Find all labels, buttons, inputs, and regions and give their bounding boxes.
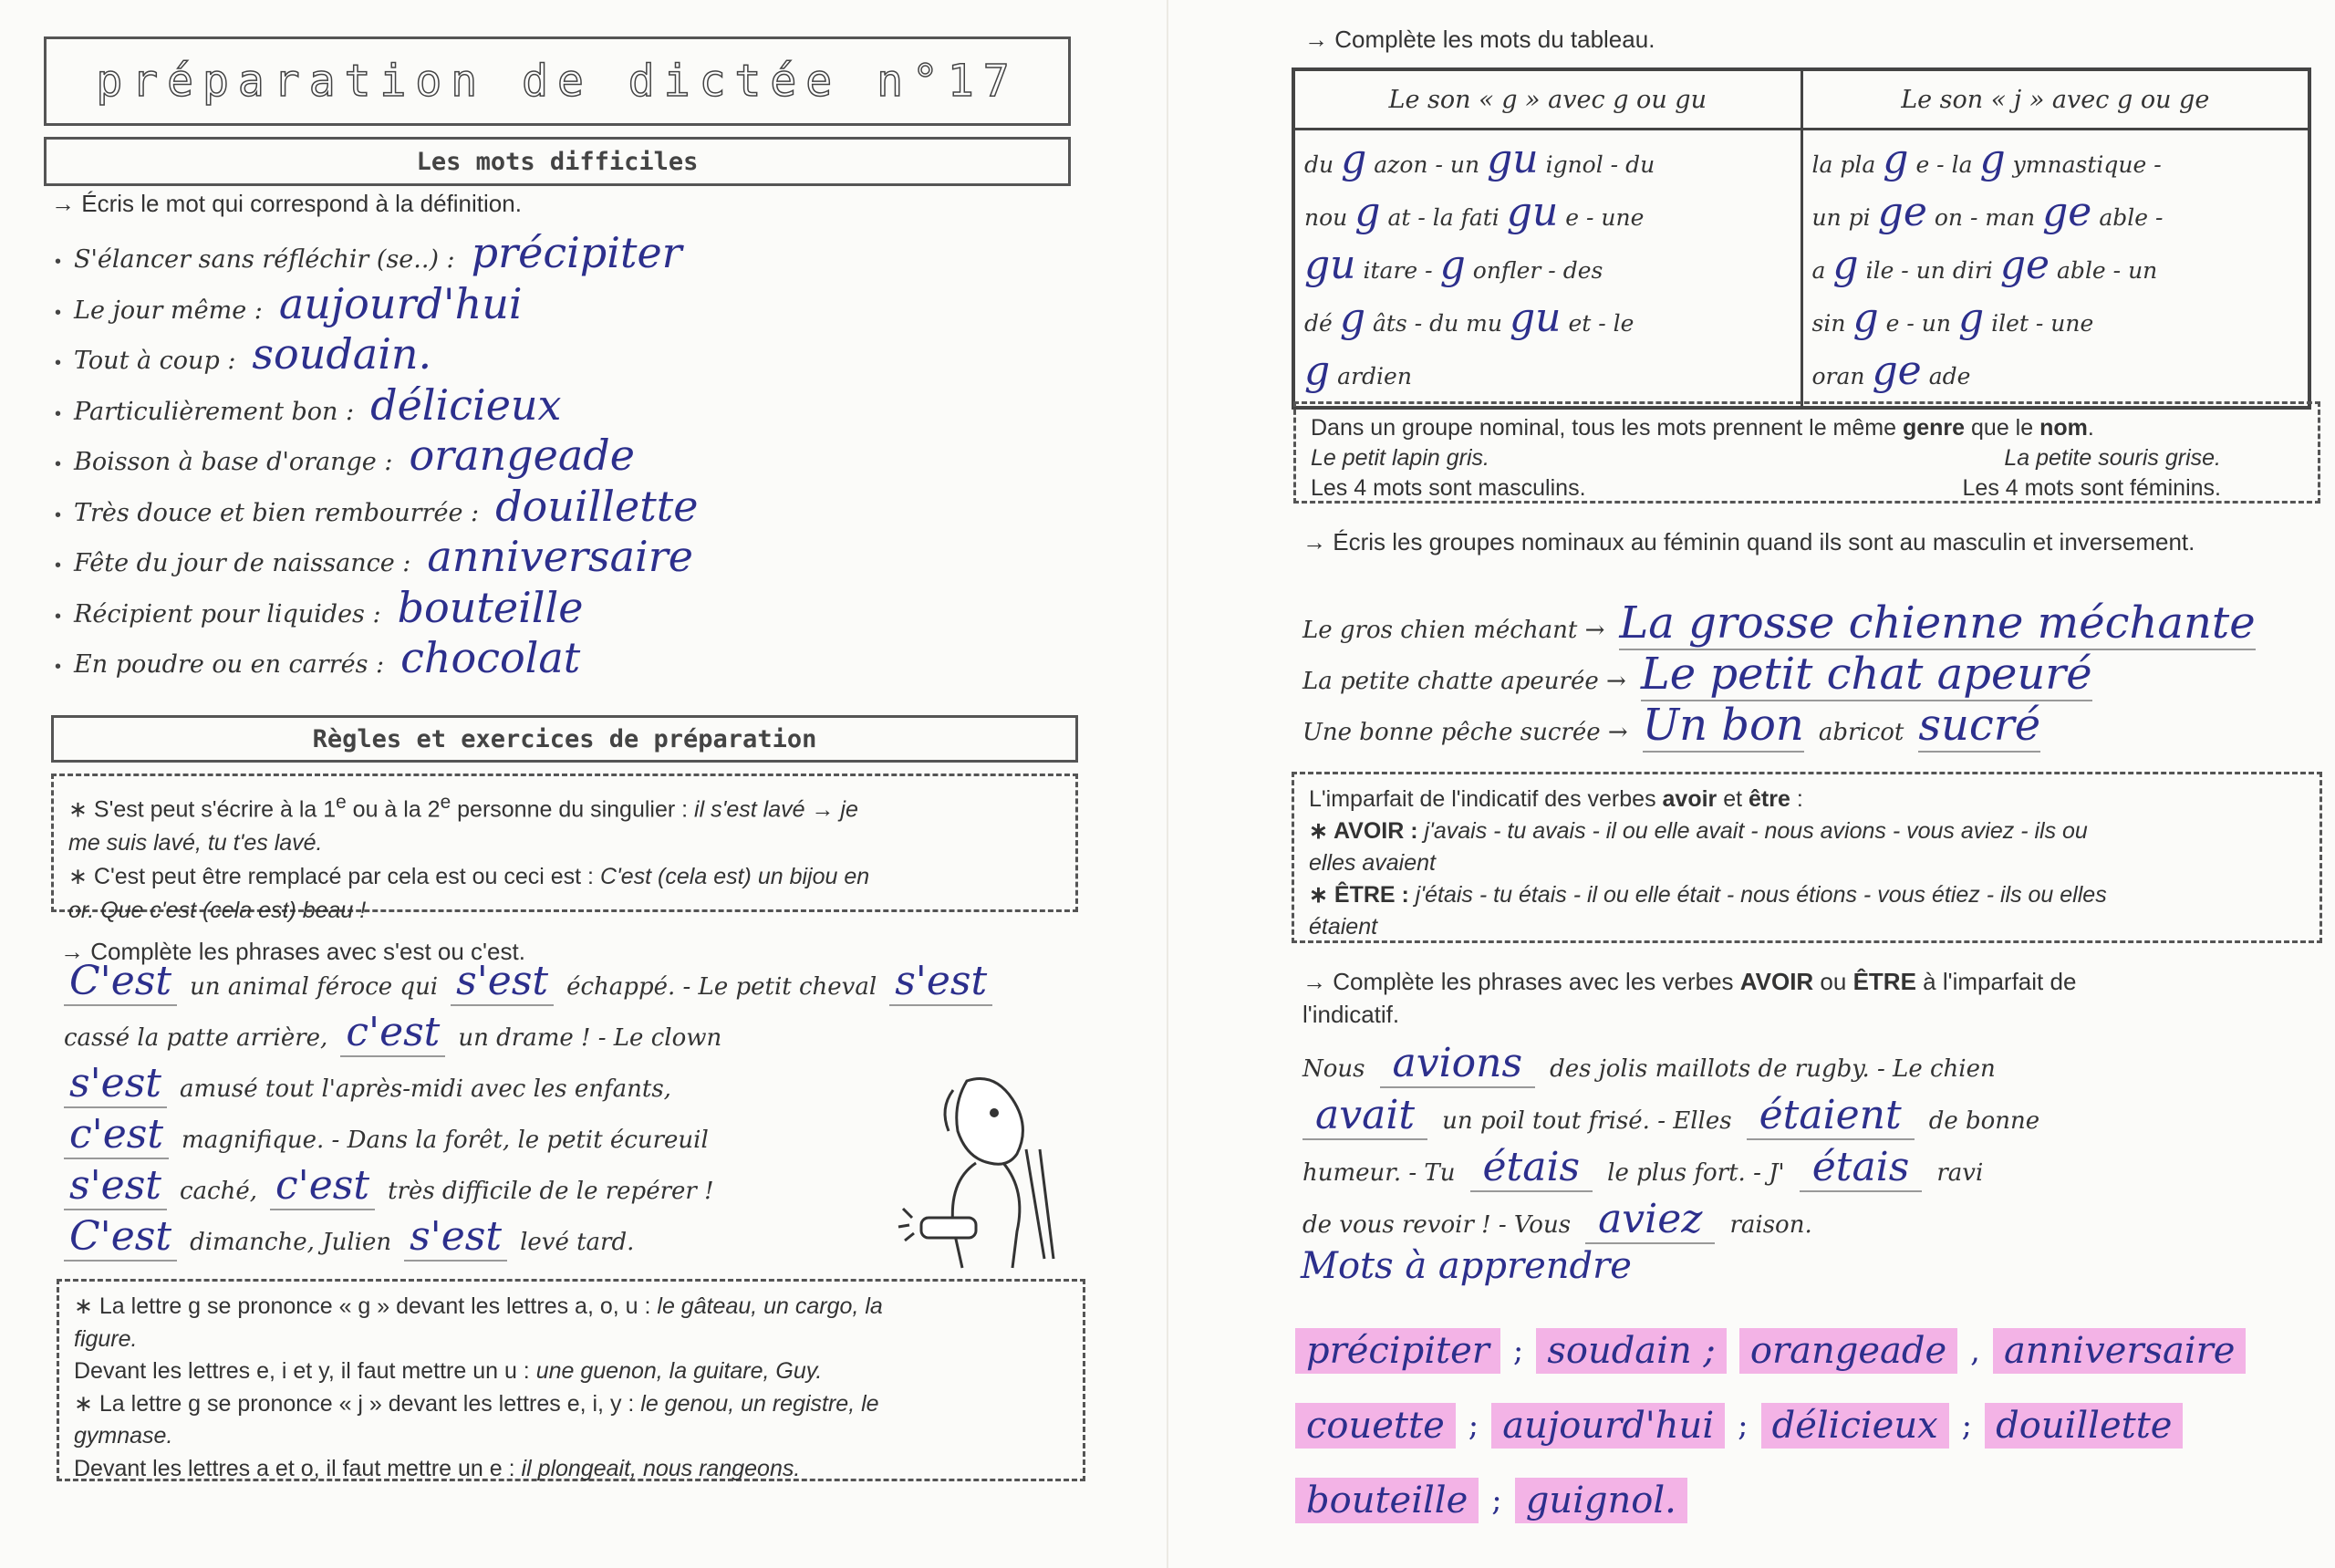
transform-row <box>1302 700 2306 751</box>
highlighted-word: douillette <box>1985 1403 2183 1449</box>
definition-row <box>55 633 1104 684</box>
table-answer[interactable]: ge <box>2042 189 2092 235</box>
definition-answer[interactable]: chocolat <box>400 633 581 682</box>
highlighted-word: précipiter <box>1295 1328 1500 1374</box>
highlighted-word: aujourd'hui <box>1491 1403 1725 1449</box>
answer-6[interactable]: c'est <box>64 1111 169 1159</box>
dictation-title-box <box>44 36 1071 126</box>
definition-clue: Boisson à base d'orange : <box>74 448 393 476</box>
definition-answer[interactable]: douillette <box>495 481 699 531</box>
instruction-table: → Complète les mots du tableau. <box>1304 26 1655 53</box>
imparfait-answer-4[interactable]: étais <box>1470 1144 1593 1192</box>
table-text: itare - <box>1363 257 1433 284</box>
table-answer[interactable]: ge <box>1872 348 1922 394</box>
injured-horse-illustration <box>867 1063 1085 1282</box>
table-text: onfler - des <box>1472 257 1603 284</box>
bullet-icon: • <box>55 353 62 373</box>
answer-9[interactable]: C'est <box>64 1213 177 1262</box>
table-cell-j <box>1801 130 2309 409</box>
highlighted-word: orangeade <box>1739 1328 1957 1374</box>
table-line <box>1812 295 2299 348</box>
table-header-j: Le son « j » avec g ou ge <box>1801 69 2309 130</box>
definitions-list <box>55 228 1104 684</box>
instruction-sest-cest: → Complète les phrases avec s'est ou c'est. <box>60 938 525 965</box>
definition-clue: Tout à coup : <box>74 347 236 375</box>
transform-source: La petite chatte apeurée → <box>1302 668 1626 695</box>
table-line <box>1812 348 2299 400</box>
table-text: oran <box>1811 363 1865 389</box>
table-answer[interactable]: g <box>1439 242 1466 288</box>
transform-source: Une bonne pêche sucrée → <box>1302 719 1628 746</box>
table-cell-g <box>1293 130 1801 409</box>
table-answer[interactable]: gu <box>1304 242 1356 288</box>
answer-2[interactable]: s'est <box>451 958 554 1006</box>
bullet-icon: • <box>55 606 62 627</box>
imparfait-rule-box: L'imparfait de l'indicatif des verbes avoir et être : ∗ AVOIR : j'avais - tu avais - il ou elle avait - nous avions - vous aviez - ils ou elles avaient ∗ ÊTRE : j'étais - tu étais - il ou elle était - nous étions - vous étiez - ils ou elles étaient <box>1292 772 2322 943</box>
imparfait-answer-6[interactable]: aviez <box>1585 1196 1715 1244</box>
transform-answer[interactable]: La grosse chienne méchante <box>1619 597 2256 649</box>
highlighted-word: couette <box>1295 1403 1456 1449</box>
definition-row <box>55 482 1104 533</box>
sest-cest-exercise: C'est un animal féroce qui s'est échappé. - Le petit cheval s'est cassé la patte arrière, c'est un drame ! - Le clown s'est amusé tout l'après-midi avec les enfants, c'est magnifique. - Dans la forêt, le petit écureuil s'est caché, c'est très difficile de le repérer ! C'est dimanche, Julien s'est levé tard. <box>64 958 867 1264</box>
bullet-icon: • <box>55 454 62 474</box>
definition-row <box>55 228 1104 279</box>
bullet-icon: • <box>55 504 62 525</box>
definition-row <box>55 431 1104 482</box>
table-text: able - <box>2099 204 2164 231</box>
imparfait-exercise: Nous avions des jolis maillots de rugby. - Le chien avait un poil tout frisé. - Elles étaient de bonne humeur. - Tu étais le plus fort. - J' étais ravi de vous revoir ! - Vous aviez raison. <box>1302 1040 2040 1242</box>
learn-row <box>1295 1463 2308 1538</box>
definition-clue: Le jour même : <box>74 296 263 325</box>
section-rules: Règles et exercices de préparation <box>51 715 1078 763</box>
definition-row <box>55 329 1104 380</box>
word-separator: ; <box>1468 1407 1479 1444</box>
definition-answer[interactable]: anniversaire <box>427 532 693 581</box>
table-answer[interactable]: ge <box>1999 242 2050 288</box>
learn-row <box>1295 1314 2308 1388</box>
word-separator: ; <box>1512 1333 1524 1369</box>
transform-source: Le gros chien méchant → <box>1302 617 1605 644</box>
answer-10[interactable]: s'est <box>404 1213 507 1262</box>
highlighted-word: délicieux <box>1761 1403 1949 1449</box>
table-text: dé <box>1304 310 1333 337</box>
table-line <box>1812 242 2299 295</box>
instruction-imparfait: → Complète les phrases avec les verbes AVOIR ou ÊTRE à l'imparfait de l'indicatif. <box>1302 968 2077 1028</box>
table-answer[interactable]: g <box>1304 348 1331 394</box>
transform-answer[interactable]: Un bon <box>1642 700 1804 751</box>
table-line <box>1304 189 1791 242</box>
table-text: ile - un diri <box>1865 257 1993 284</box>
bullet-icon: • <box>55 252 62 272</box>
highlighted-word: guignol. <box>1515 1478 1687 1523</box>
table-answer[interactable]: ge <box>1877 189 1927 235</box>
table-answer[interactable]: gu <box>1487 136 1539 182</box>
table-header-g: Le son « g » avec g ou gu <box>1293 69 1801 130</box>
table-text: at - la fati <box>1387 204 1500 231</box>
table-line <box>1812 189 2299 242</box>
answer-3[interactable]: s'est <box>889 958 992 1006</box>
word-separator: , <box>1970 1333 1980 1369</box>
transform-answer[interactable]: Le petit chat apeuré <box>1640 649 2092 700</box>
table-text: un pi <box>1811 204 1871 231</box>
table-answer[interactable]: gu <box>1506 189 1559 235</box>
table-answer[interactable]: g <box>1957 295 1985 341</box>
word-separator: ; <box>1491 1482 1502 1519</box>
table-text: du <box>1304 151 1334 178</box>
table-text: ilet - une <box>1991 310 2094 337</box>
imparfait-answer-2[interactable]: avait <box>1302 1092 1427 1140</box>
bullet-icon: • <box>55 556 62 576</box>
instruction-definitions: → Écris le mot qui correspond à la définition. <box>51 190 522 217</box>
table-answer[interactable]: g <box>1341 136 1367 182</box>
table-line <box>1304 295 1791 348</box>
table-text: nou <box>1304 204 1348 231</box>
transform-row <box>1302 597 2306 649</box>
definition-row <box>55 279 1104 330</box>
table-text: able - un <box>2057 257 2158 284</box>
definition-answer[interactable]: délicieux <box>370 379 562 430</box>
word-separator: ; <box>1738 1407 1749 1444</box>
transform-fixed-word: abricot <box>1818 719 1904 746</box>
bullet-icon: • <box>55 657 62 677</box>
table-text: ardien <box>1337 363 1412 389</box>
definition-clue: Récipient pour liquides : <box>74 599 381 628</box>
definition-clue: Particulièrement bon : <box>74 397 355 426</box>
definition-clue: S'élancer sans réfléchir (se..) : <box>74 245 455 274</box>
table-text: e - la <box>1915 151 1973 178</box>
answer-7[interactable]: s'est <box>64 1162 167 1210</box>
highlighted-word: soudain ; <box>1536 1328 1727 1374</box>
definition-answer[interactable]: orangeade <box>409 431 635 480</box>
answer-1[interactable]: C'est <box>64 958 177 1006</box>
genre-rule-box: Dans un groupe nominal, tous les mots prennent le même genre que le nom. Le petit lapin gris. La petite souris grise. Les 4 mots sont masculins. Les 4 mots sont féminins. <box>1293 401 2320 504</box>
noun-group-transforms <box>1302 597 2306 751</box>
transform-row <box>1302 649 2306 700</box>
table-answer[interactable]: g <box>1354 189 1381 235</box>
rule-box-sest-cest: ∗ S'est peut s'écrire à la 1e ou à la 2e personne du singulier : il s'est lavé → je me suis lavé, tu t'es lavé. ∗ C'est peut être remplacé par cela est ou ceci est : C'est (cela est) un bijou en or. Que c'est (cela est) beau ! <box>51 774 1078 912</box>
definition-answer[interactable]: aujourd'hui <box>278 278 523 328</box>
table-answer[interactable]: g <box>1883 136 1909 182</box>
highlighted-word: bouteille <box>1295 1478 1479 1523</box>
words-to-learn-title: Mots à apprendre <box>1301 1245 1632 1287</box>
definition-row <box>55 532 1104 583</box>
transform-answer-2[interactable]: sucré <box>1918 700 2041 751</box>
bullet-icon: • <box>55 403 62 424</box>
table-text: e - un <box>1885 310 1951 337</box>
table-text: la pla <box>1811 151 1876 178</box>
page-title: préparation de dictée n°17 <box>96 56 1019 107</box>
table-answer[interactable]: g <box>1339 295 1365 341</box>
table-text: on - man <box>1934 204 2036 231</box>
highlighted-word: anniversaire <box>1993 1328 2247 1374</box>
table-text: azon - un <box>1374 151 1480 178</box>
definition-clue: Très douce et bien rembourrée : <box>74 498 480 527</box>
table-text: sin <box>1811 310 1846 337</box>
table-text: ignol - du <box>1545 151 1655 178</box>
table-answer[interactable]: g <box>1979 136 2006 182</box>
words-to-learn <box>1295 1314 2308 1538</box>
table-text: a <box>1811 257 1826 284</box>
table-text: ade <box>1928 363 1971 389</box>
imparfait-answer-5[interactable]: étais <box>1800 1144 1923 1192</box>
definition-clue: En poudre ou en carrés : <box>74 650 385 679</box>
section-difficult-words: Les mots difficiles <box>44 137 1071 186</box>
definition-row <box>55 380 1104 431</box>
table-answer[interactable]: g <box>1852 295 1879 341</box>
learn-row <box>1295 1388 2308 1463</box>
table-text: et - le <box>1568 310 1634 337</box>
definition-row <box>55 583 1104 634</box>
table-text: e - une <box>1565 204 1645 231</box>
table-text: ymnastique - <box>2012 151 2162 178</box>
answer-8[interactable]: c'est <box>270 1162 375 1210</box>
g-sound-table <box>1292 67 2311 410</box>
rule-box-g-letter: ∗ La lettre g se prononce « g » devant les lettres a, o, u : le gâteau, un cargo, la figure. Devant les lettres e, i et y, il faut mettre un u : une guenon, la guitare, Guy. ∗ La lettre g se prononce « j » devant les lettres e, i, y : le genou, un registre, le gymnase. Devant les lettres a et o, il faut mettre un e : il plongeait, nous rangeons. <box>57 1279 1085 1481</box>
imparfait-answer-3[interactable]: étaient <box>1747 1092 1915 1140</box>
table-line <box>1304 242 1791 295</box>
answer-5[interactable]: s'est <box>64 1060 167 1108</box>
definition-clue: Fête du jour de naissance : <box>74 549 411 577</box>
table-line <box>1304 136 1791 189</box>
answer-4[interactable]: c'est <box>340 1009 445 1057</box>
bullet-icon: • <box>55 302 62 323</box>
table-answer[interactable]: g <box>1832 242 1859 288</box>
table-answer[interactable]: gu <box>1509 295 1562 341</box>
definition-answer[interactable]: précipiter <box>471 228 682 277</box>
imparfait-answer-1[interactable]: avions <box>1380 1040 1536 1088</box>
table-text: âts - du mu <box>1372 310 1502 337</box>
table-line <box>1812 136 2299 189</box>
table-line <box>1304 348 1791 400</box>
word-separator: ; <box>1961 1407 1973 1444</box>
definition-answer[interactable]: bouteille <box>397 582 584 632</box>
instruction-feminine: → Écris les groupes nominaux au féminin quand ils sont au masculin et inversement. <box>1302 528 2195 556</box>
definition-answer[interactable]: soudain. <box>252 329 432 379</box>
